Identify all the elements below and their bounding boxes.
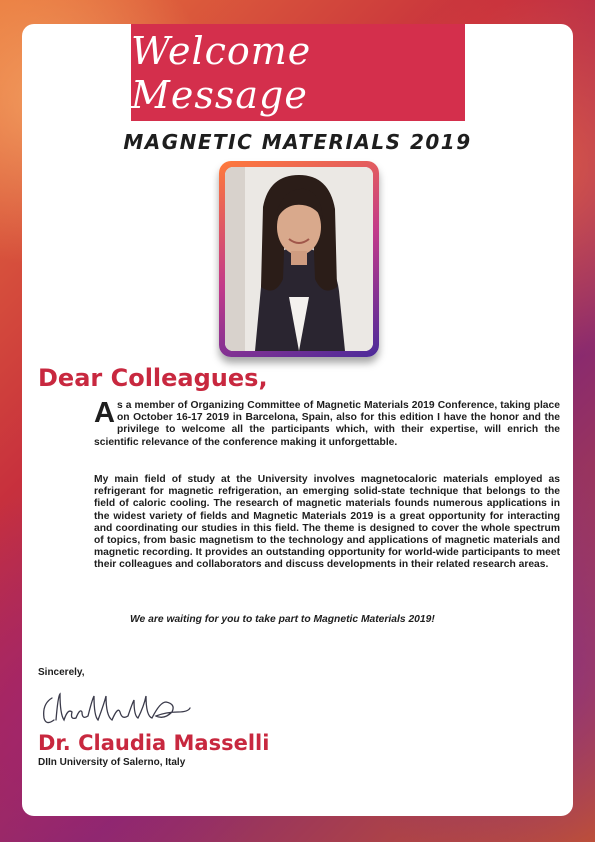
paragraph-intro-text: s a member of Organizing Committee of Magnetic Materials 2019 Conference, taking place on October 16-17 2019 in Barcelona, Spain, also for this edition I have the honor and the privilege to welcome all the participants which, with their expertise, will enrich the scientific relevance of the conference making it unforgettable. xyxy=(94,400,560,448)
portrait-frame xyxy=(219,161,379,357)
portrait-illustration xyxy=(225,167,373,351)
banner-title: Welcome Message xyxy=(131,28,312,117)
conference-title: MAGNETIC MATERIALS 2019 xyxy=(123,130,472,154)
signature-icon xyxy=(38,690,208,730)
paragraph-intro xyxy=(94,397,560,449)
closing-line: We are waiting for you to take part to Magnetic Materials 2019! xyxy=(130,614,435,625)
letter-greeting: Dear Colleagues, xyxy=(38,364,268,392)
paragraph-research: My main field of study at the University involves magnetocaloric materials employed as refrigerant for magnetic refrigeration, an emerging solid-state technique that belongs to the field of caloric cooling. The research of magnetic materials founds numerous applications in the widest variety of fields and Magnetic Materials 2019 is a great opportunity for interacting and coordinating our studies in this field. The theme is designed to cover the whole spectrum of topics, from basic magnetism to the technology and applications of magnetic materials and magnetic recording. It provides an outstanding opportunity for world-wide participants to meet their colleagues and collaborators and discuss developments in their related research areas. xyxy=(94,474,560,571)
portrait-photo xyxy=(225,167,373,351)
sign-off: Sincerely, xyxy=(38,667,85,678)
handwritten-signature xyxy=(38,690,208,735)
drop-cap: A xyxy=(94,397,115,429)
welcome-banner xyxy=(131,24,465,121)
signatory-name: Dr. Claudia Masselli xyxy=(38,731,270,755)
signatory-affiliation: DIIn University of Salerno, Italy xyxy=(38,757,186,768)
